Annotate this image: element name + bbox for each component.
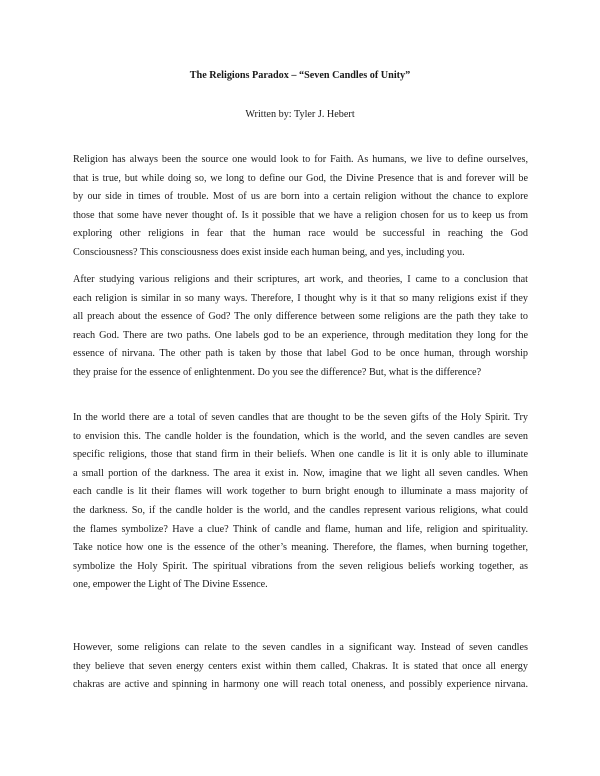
document-title: The Religions Paradox – “Seven Candles of Unity” xyxy=(189,70,411,81)
paragraph-line: reach God. There are two paths. One labels god to be an experience, through meditation they long for the xyxy=(73,329,528,341)
paragraph-line: essence of nirvana. The other path is taken by those that label God to be once human, through worship xyxy=(73,348,528,360)
paragraph-line: those that some have never thought of. Is it possible that we have a religion chosen for us to keep us from xyxy=(73,209,528,221)
paragraph-line: exploring other religions in fear that the human race would be successful in reaching the God xyxy=(73,228,528,240)
paragraph-line: After studying various religions and their scriptures, art work, and theories, I came to a conclusion that xyxy=(73,274,528,285)
paragraph-line: they praise for the essence of enlightenment. Do you see the difference? But, what is the difference? xyxy=(73,366,482,378)
paragraph-line: the darkness. So, if the candle holder is the world, and the candles represent various religions, what could xyxy=(73,504,528,516)
paragraph-line: that is true, but while doing so, we long to define our God, the Divine Presence that is and forever will be xyxy=(73,172,528,184)
paragraph-line: Take notice how one is the essence of the other’s meaning. Therefore, the flames, when burning together, xyxy=(73,542,528,554)
paragraph-3 xyxy=(73,409,528,595)
paragraph-1 xyxy=(73,151,528,263)
paragraph-line: symbolize the Holy Spirit. The spiritual vibrations from the seven religious beliefs working together, as xyxy=(73,560,528,572)
paragraph-line: all preach about the essence of God? The only difference between some religions are the path they take to xyxy=(73,311,528,323)
paragraph-2 xyxy=(73,271,528,383)
paragraph-4 xyxy=(73,639,528,695)
paragraph-line: each religion is similar in so many ways. Therefore, I thought why is it that so many religions exist if they xyxy=(73,292,528,304)
paragraph-line: chakras are active and spinning in harmony one will reach total oneness, and possibly experience nirvana. xyxy=(73,679,528,691)
paragraph-line: In the world there are a total of seven candles that are thought to be the seven gifts of the Holy Spirit. Try xyxy=(73,412,528,423)
paragraph-line: a small portion of the darkness. The area it exist in. Now, imagine that we light all seven candles. When xyxy=(73,467,528,479)
author-byline: Written by: Tyler J. Hebert xyxy=(245,109,355,120)
paragraph-line: Religion has always been the source one would look to for Faith. As humans, we live to define ourselves, xyxy=(73,154,528,165)
paragraph-line: specific religions, those that stand firm in their beliefs. When one candle is lit it is only able to illuminate xyxy=(73,449,528,461)
paragraph-line: by our side in times of trouble. Most of us are born into a certain religion without the chance to explore xyxy=(73,191,528,203)
paragraph-line: they believe that seven energy centers exist within them called, Chakras. It is stated that once all energy xyxy=(73,660,528,672)
paragraph-line: one, empower the Light of The Divine Essence. xyxy=(73,579,268,591)
paragraph-line: the flames symbolize? Have a clue? Think of candle and flame, human and life, religion and spirituality. xyxy=(73,523,528,535)
paragraph-line: Consciousness? This consciousness does exist inside each human being, and yes, including you. xyxy=(73,246,465,258)
paragraph-line: each candle is lit their flames will work together to burn bright enough to illuminate a mass majority of xyxy=(73,486,528,498)
paragraph-line: to envision this. The candle holder is the foundation, which is the world, and the seven candles are seven xyxy=(73,430,528,442)
paragraph-line: However, some religions can relate to the seven candles in a significant way. Instead of seven candles xyxy=(73,642,528,653)
